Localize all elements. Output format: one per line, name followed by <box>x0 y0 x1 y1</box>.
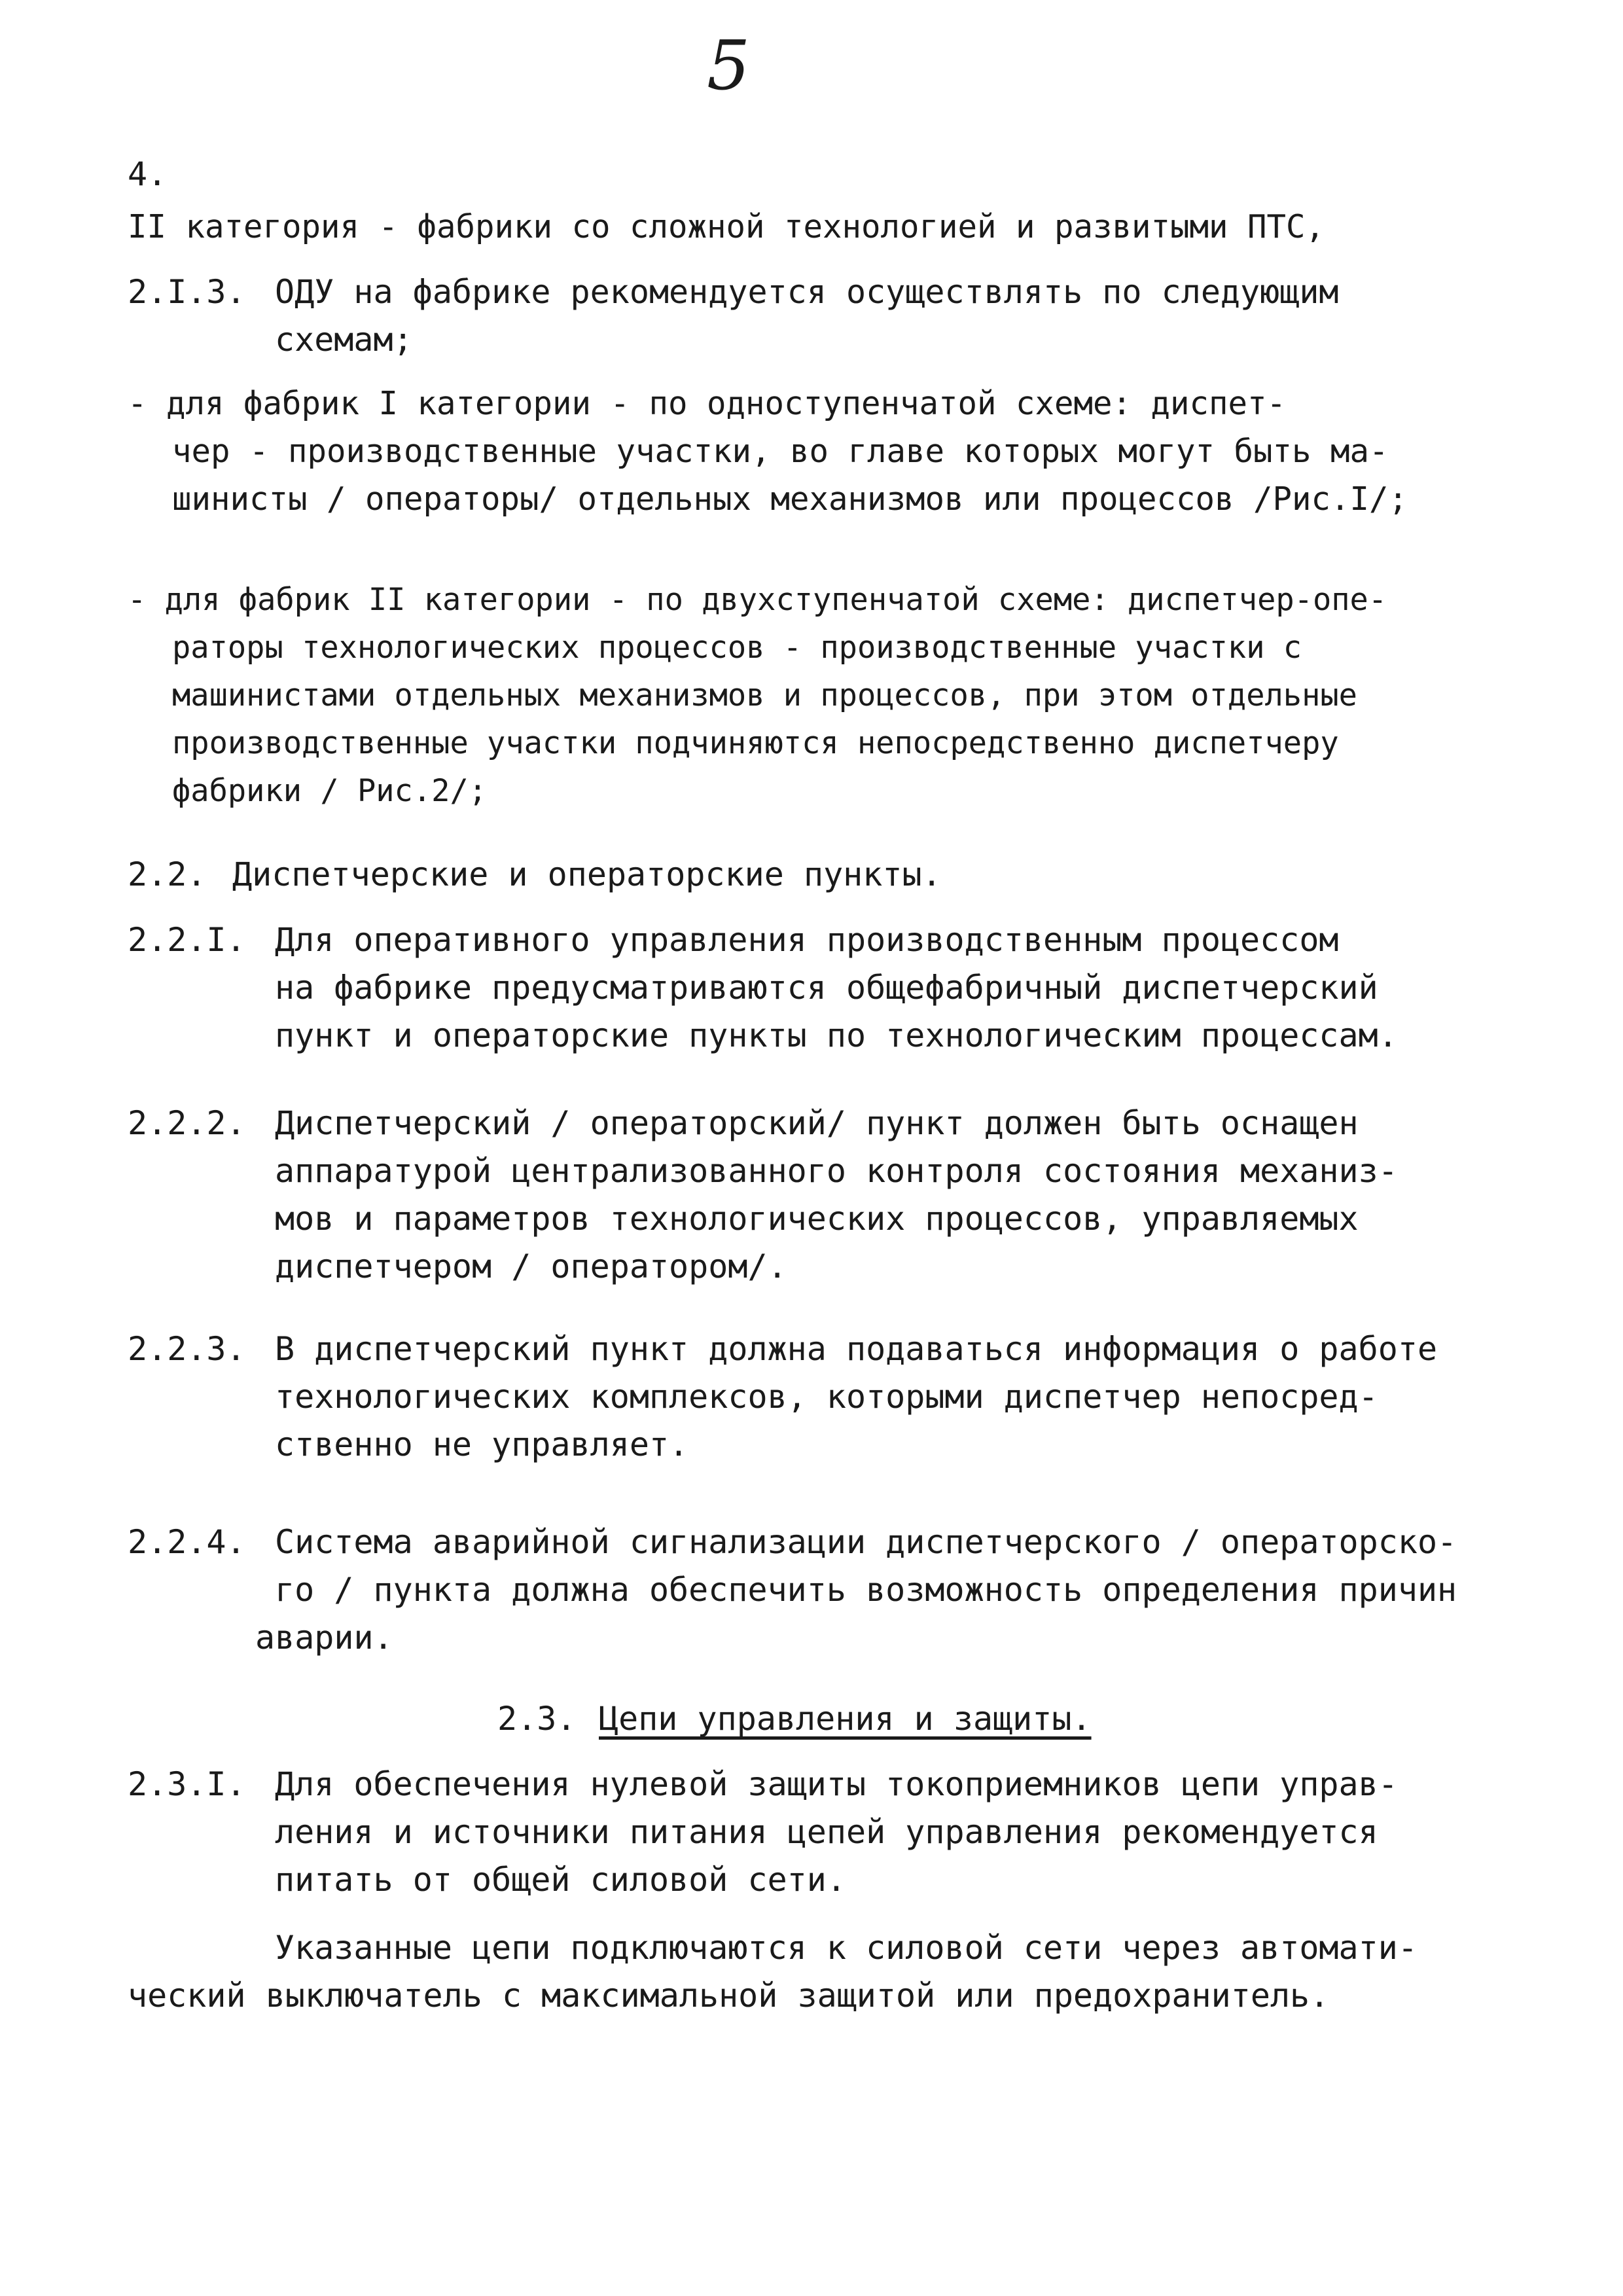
section-2-3-1-number: 2.3.I. <box>128 1765 246 1803</box>
text-line: Для оперативного управления производственным процессом <box>275 921 1339 959</box>
text-line: ления и источники питания цепей управления рекомендуется <box>275 1813 1378 1851</box>
text-line: машинистами отдельных механизмов и процессов, при этом отдельные <box>172 677 1357 713</box>
item-4-text: II категория - фабрики со сложной технологией и развитыми ПТС, <box>128 208 1325 245</box>
section-2-2-4-text <box>255 1518 1457 1662</box>
section-2-2-title: Диспетчерские и операторские пункты. <box>232 855 942 893</box>
text-line: - для фабрик II категории - по двухступенчатой схеме: диспетчер-опе- <box>128 582 1387 618</box>
text-line: Система аварийной сигнализации диспетчерского / операторско- <box>275 1523 1457 1561</box>
text-line: фабрики / Рис.2/; <box>172 773 488 809</box>
section-2-2-1-text <box>275 916 1398 1060</box>
section-2-2-number: 2.2. <box>128 855 207 893</box>
text-line: аварии. <box>255 1619 393 1657</box>
section-2-3-1-text <box>275 1761 1398 1904</box>
text-line: го / пункта должна обеспечить возможность определения причин <box>275 1571 1457 1609</box>
text-line: ОДУ на фабрике рекомендуется осуществлять по следующим <box>275 273 1339 311</box>
text-line: производственные участки подчиняются непосредственно диспетчеру <box>172 725 1339 761</box>
page-number: 5 <box>707 26 751 105</box>
text-line: на фабрике предусматриваются общефабричный диспетчерский <box>275 969 1378 1007</box>
text-line: раторы технологических процессов - производственные участки с <box>172 630 1302 666</box>
text-line: чер - производственные участки, во главе которых могут быть ма- <box>172 433 1389 470</box>
text-line: схемам; <box>275 321 413 359</box>
text-line: диспетчером / оператором/. <box>275 1247 787 1285</box>
text-line: В диспетчерский пункт должна подаваться информация о работе <box>275 1330 1438 1368</box>
text-line: Для обеспечения нулевой защиты токоприемников цепи управ- <box>275 1765 1398 1803</box>
text-line: ственно не управляет. <box>275 1426 689 1463</box>
text-line: технологических комплексов, которыми диспетчер непосред- <box>275 1378 1378 1416</box>
text-line: Диспетчерский / операторский/ пункт должен быть оснащен <box>275 1104 1359 1142</box>
section-2-2-2-number: 2.2.2. <box>128 1104 246 1142</box>
text-line: пункт и операторские пункты по технологическим процессам. <box>275 1016 1398 1054</box>
scheme-category-2 <box>128 576 1387 815</box>
section-2-2-4-number: 2.2.4. <box>128 1523 246 1561</box>
section-2-3-title: Цепи управления и защиты. <box>599 1700 1092 1738</box>
final-paragraph <box>128 1924 1418 2020</box>
section-2-1-3-text <box>275 268 1339 364</box>
text-line: аппаратурой централизованного контроля состояния механиз- <box>275 1152 1398 1190</box>
text-line: шинисты / операторы/ отдельных механизмов или процессов /Рис.I/; <box>172 480 1408 518</box>
item-4-number: 4. <box>128 155 168 193</box>
text-line: ческий выключатель с максимальной защитой или предохранитель. <box>128 1977 1330 2015</box>
section-2-2-1-number: 2.2.I. <box>128 921 246 959</box>
section-2-3-number: 2.3. <box>497 1700 577 1738</box>
text-line: питать от общей силовой сети. <box>275 1861 846 1899</box>
section-2-2-2-text <box>275 1100 1398 1291</box>
scheme-category-1 <box>128 380 1408 523</box>
text-line: мов и параметров технологических процессов, управляемых <box>275 1200 1359 1238</box>
section-2-2-3-number: 2.2.3. <box>128 1330 246 1368</box>
section-2-1-3-number: 2.I.3. <box>128 273 246 311</box>
text-line: Указанные цепи подключаются к силовой сети через автомати- <box>275 1929 1418 1967</box>
section-2-2-3-text <box>275 1325 1437 1469</box>
text-line: - для фабрик I категории - по одноступенчатой схеме: диспет- <box>128 385 1287 422</box>
